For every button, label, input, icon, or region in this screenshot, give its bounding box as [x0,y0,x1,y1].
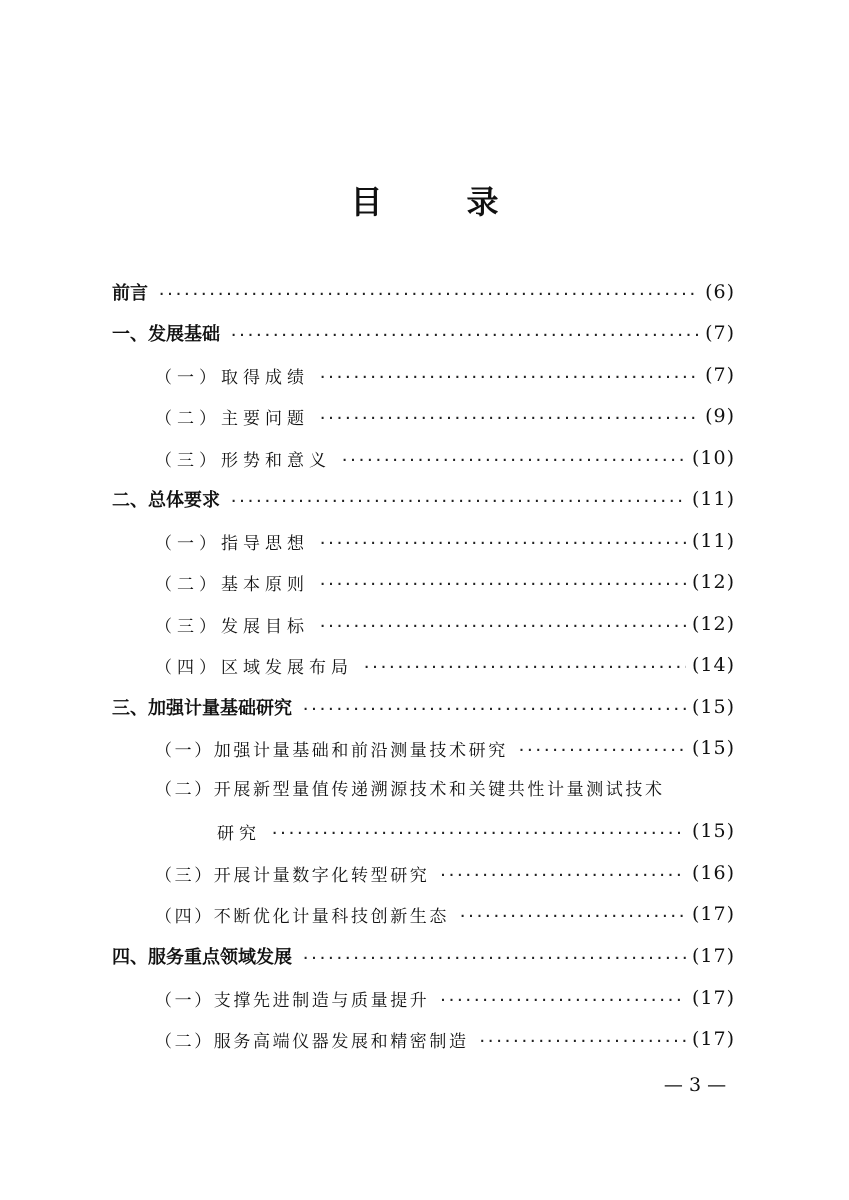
dot-leader [439,985,686,1015]
dot-leader [459,901,686,931]
toc-entry[interactable] [155,733,735,763]
toc-entry-title: （三）开展计量数字化转型研究 [155,865,430,886]
toc-entry-page: (16) [691,862,735,884]
dot-leader [319,362,699,392]
dot-leader [363,652,686,682]
toc-entry[interactable] [155,526,735,556]
toc-entry[interactable] [112,941,735,971]
toc-entry-page: (7) [705,364,735,386]
toc-entry[interactable] [155,650,735,680]
toc-entry[interactable] [155,567,735,597]
toc-entry-title: （三）形势和意义 [155,450,331,471]
dot-leader [230,320,699,350]
toc-entry-title: （一）支撑先进制造与质量提升 [155,990,430,1011]
toc-entry-title: 二、总体要求 [112,490,220,511]
toc-entry-page: (12) [691,571,735,593]
toc-entry[interactable] [155,983,735,1013]
toc-entry-title: （一）加强计量基础和前沿测量技术研究 [155,740,508,761]
toc-entry[interactable] [112,484,735,514]
toc-entry-title: （二）服务高端仪器发展和精密制造 [155,1031,469,1052]
toc-entry-page: (17) [691,945,735,967]
page-title: 目 录 [350,183,525,221]
toc-entry[interactable] [155,401,735,431]
dot-leader [319,528,686,558]
dot-leader [319,611,686,641]
toc-entry[interactable] [155,360,735,390]
toc-entry-title: （二）基本原则 [155,574,309,595]
toc-entry-title: （四）区域发展布局 [155,657,353,678]
toc-entry[interactable] [155,443,735,473]
toc-entry[interactable] [155,1024,735,1054]
toc-entry-page: (15) [691,737,735,759]
page-number: — 3 — [663,1074,727,1096]
dot-leader [319,403,699,433]
toc-entry-page: (7) [705,322,735,344]
toc-entry-title: （二）主要问题 [155,408,309,429]
toc-entry[interactable] [112,318,735,348]
toc-entry-title[interactable]: （二）开展新型量值传递溯源技术和关键共性计量测试技术 [155,780,665,800]
toc-entry[interactable] [112,692,735,722]
toc-entry-page: (14) [691,654,735,676]
toc-entry-title: 四、服务重点领域发展 [112,947,292,968]
toc-entry-title: （四）不断优化计量科技创新生态 [155,906,449,927]
toc-entry-page: (17) [691,987,735,1009]
toc-entry-page: (9) [705,405,735,427]
dot-leader [518,735,686,765]
dot-leader [319,569,686,599]
toc-entry-title: （三）发展目标 [155,616,309,637]
toc-entry-title: （一）指导思想 [155,533,309,554]
toc-entry-title: 三、加强计量基础研究 [112,698,292,719]
toc-entry-page: (11) [691,530,735,552]
dot-leader [479,1026,686,1056]
dot-leader [341,445,686,475]
dot-leader [230,486,686,516]
toc-entry[interactable] [155,609,735,639]
toc-entry-page: (17) [691,903,735,925]
toc-entry-page: (15) [691,820,735,842]
toc-entry-title-continued: 研究 [217,823,261,844]
toc-entry[interactable] [155,899,735,929]
toc-entry-page: (6) [705,281,735,303]
toc-entry[interactable] [217,816,735,846]
toc-entry-page: (15) [691,696,735,718]
toc-entry-title: 一、发展基础 [112,324,220,345]
toc-entry[interactable] [112,277,735,307]
dot-leader [439,860,686,890]
toc-entry-page: (10) [691,447,735,469]
toc-entry-title: （一）取得成绩 [155,367,309,388]
toc-entry-page: (17) [691,1028,735,1050]
toc-entry-page: (11) [691,488,735,510]
toc-entry[interactable] [155,858,735,888]
dot-leader [302,943,686,973]
dot-leader [271,818,686,848]
toc-entry-page: (12) [691,613,735,635]
dot-leader [302,694,686,724]
dot-leader [158,279,699,309]
toc-entry-title: 前言 [112,283,148,304]
